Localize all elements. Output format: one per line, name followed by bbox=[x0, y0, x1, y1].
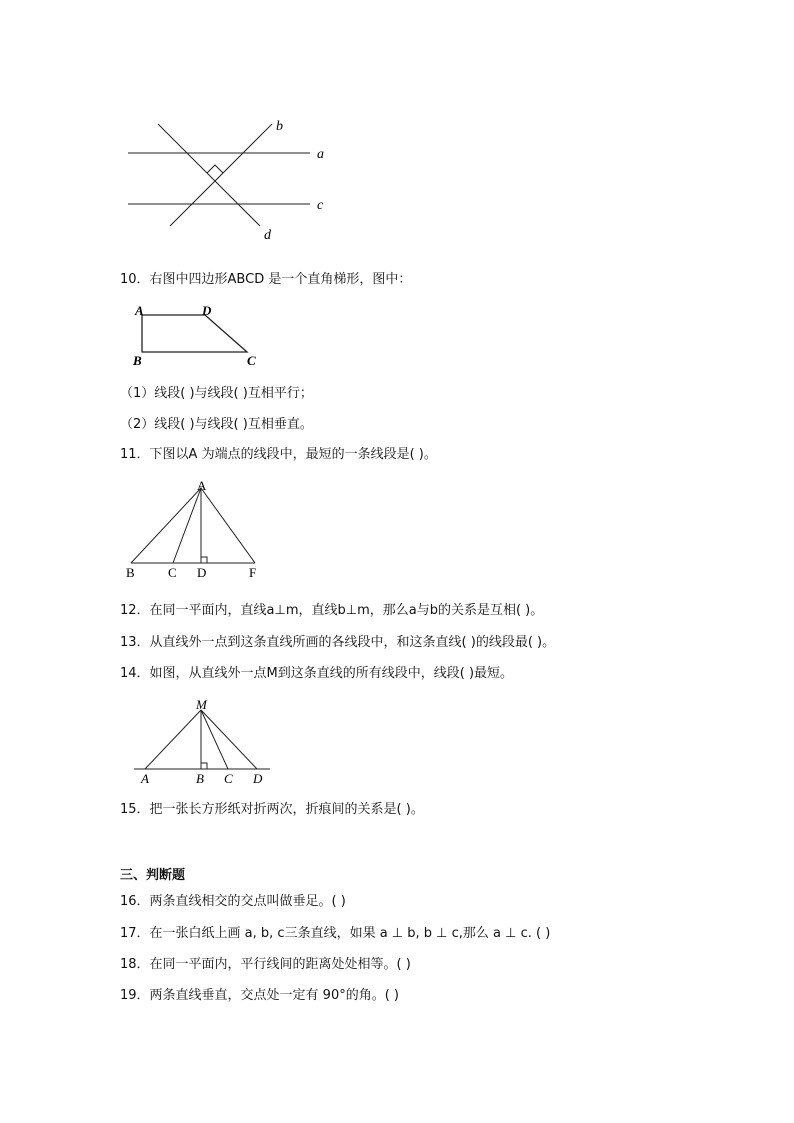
label-B: B bbox=[126, 565, 135, 580]
segment-MC bbox=[201, 710, 228, 769]
segment-AB bbox=[131, 488, 201, 563]
right-angle-mark bbox=[201, 763, 207, 769]
label-A: A bbox=[141, 771, 149, 786]
label-a: a bbox=[317, 147, 324, 162]
question-11: 11．下图以A 为端点的线段中，最短的一条线段是( )。 bbox=[120, 447, 437, 462]
label-B: B bbox=[133, 353, 142, 368]
segment-MA bbox=[145, 710, 201, 769]
right-angle-mark bbox=[201, 557, 207, 563]
label-D: D bbox=[202, 303, 212, 318]
label-C: C bbox=[224, 771, 233, 786]
question-17: 17．在一张白纸上画 a, b, c三条直线，如果 a ⊥ b, b ⊥ c,那么 a ⊥ c. ( ) bbox=[120, 926, 551, 941]
question-16: 16．两条直线相交的交点叫做垂足。( ) bbox=[120, 894, 346, 909]
label-B: B bbox=[196, 771, 204, 786]
segment-AC bbox=[173, 488, 201, 563]
label-D: D bbox=[197, 565, 207, 580]
question-10-part-2: （2）线段( )与线段( )互相垂直。 bbox=[120, 417, 313, 432]
label-C: C bbox=[168, 565, 177, 580]
question-19: 19．两条直线垂直，交点处一定有 90°的角。( ) bbox=[120, 988, 399, 1003]
question-18: 18．在同一平面内，平行线间的距离处处相等。( ) bbox=[120, 957, 411, 972]
question-10-part-1: （1）线段( )与线段( )互相平行； bbox=[120, 386, 313, 401]
figure-right-trapezoid bbox=[130, 300, 270, 370]
trapezoid-abcd bbox=[142, 315, 247, 352]
label-d: d bbox=[264, 228, 271, 243]
segment-MD bbox=[201, 710, 257, 769]
label-C: C bbox=[247, 353, 256, 368]
label-A: A bbox=[197, 478, 207, 493]
label-M: M bbox=[196, 697, 207, 712]
question-10: 10．右图中四边形ABCD 是一个直角梯形，图中： bbox=[120, 272, 412, 287]
label-b: b bbox=[276, 119, 283, 134]
right-angle-mark bbox=[207, 165, 223, 173]
question-15: 15．把一张长方形纸对折两次，折痕间的关系是( )。 bbox=[120, 802, 424, 817]
figure-parallel-perpendicular-lines bbox=[120, 112, 340, 247]
label-D: D bbox=[253, 771, 263, 786]
label-c: c bbox=[317, 198, 324, 213]
line-d bbox=[158, 124, 260, 226]
label-F: F bbox=[249, 565, 257, 580]
figure-point-M-segments bbox=[130, 697, 275, 787]
question-14: 14．如图，从直线外一点M到这条直线的所有线段中，线段( )最短。 bbox=[120, 666, 514, 681]
segment-AF bbox=[201, 488, 255, 563]
figure-triangle-segments bbox=[120, 478, 270, 580]
question-12: 12．在同一平面内，直线a⊥m，直线b⊥m，那么a与b的关系是互相( )。 bbox=[120, 603, 544, 618]
section-heading-judgement: 三、判断题 bbox=[120, 868, 186, 883]
question-13: 13．从直线外一点到这条直线所画的各线段中，和这条直线( )的线段最( )。 bbox=[120, 635, 556, 650]
label-A: A bbox=[135, 303, 144, 318]
line-b bbox=[170, 124, 272, 226]
